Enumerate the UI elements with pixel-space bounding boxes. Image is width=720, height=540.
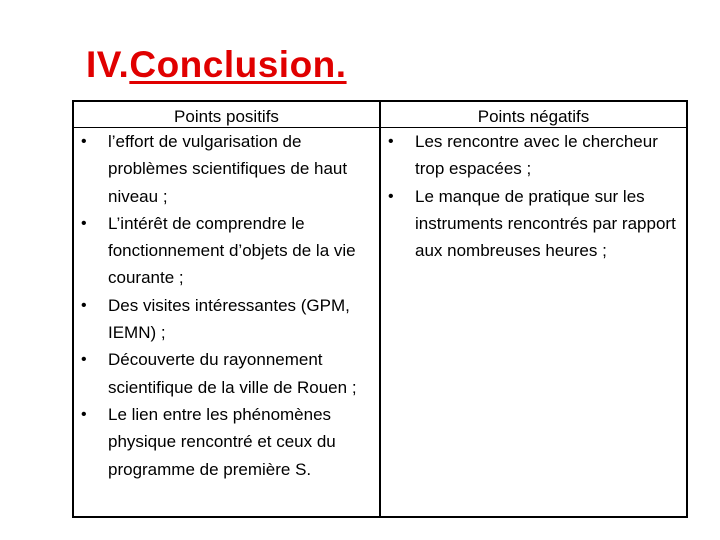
positive-point-text: l’effort de vulgarisation de problèmes scientifiques de haut niveau ; (108, 132, 348, 206)
bullet-icon: • (81, 214, 87, 232)
positive-point-text: Des visites intéressantes (GPM, IEMN) ; (108, 295, 350, 343)
positive-point-text: Découverte du rayonnement scientifique de la ville de Rouen ; (108, 350, 357, 397)
list-item (74, 210, 379, 292)
negative-point-text: Le manque de pratique sur les instruments rencontrés par rapport aux nombreuses heures ; (415, 186, 676, 261)
positive-points-list (74, 128, 379, 483)
positive-points-header: Points positifs (74, 102, 379, 128)
bullet-icon: • (81, 405, 87, 423)
bullet-icon: • (81, 133, 87, 150)
list-item (381, 183, 686, 265)
positive-point-text: L’intérêt de comprendre le fonctionnement d’objets de la vie courante ; (108, 213, 356, 288)
negative-points-header: Points négatifs (381, 102, 686, 128)
list-item (74, 128, 379, 210)
slide-title-word: Conclusion. (129, 44, 347, 85)
positive-points-column (74, 102, 381, 516)
slide-title (86, 46, 347, 83)
positive-point-text: Le lien entre les phénomènes physique rencontré et ceux du programme de première S. (108, 404, 336, 479)
conclusion-table (72, 100, 688, 518)
slide-title-number: IV. (86, 44, 130, 85)
list-item (74, 346, 379, 401)
negative-points-list (381, 128, 686, 264)
list-item (74, 292, 379, 347)
bullet-icon: • (388, 133, 394, 150)
list-item (74, 401, 379, 483)
bullet-icon: • (388, 187, 394, 205)
list-item (381, 128, 686, 183)
bullet-icon: • (81, 351, 87, 369)
bullet-icon: • (81, 296, 87, 314)
negative-points-column (381, 102, 686, 516)
negative-point-text: Les rencontre avec le chercheur trop espacées ; (415, 132, 658, 179)
